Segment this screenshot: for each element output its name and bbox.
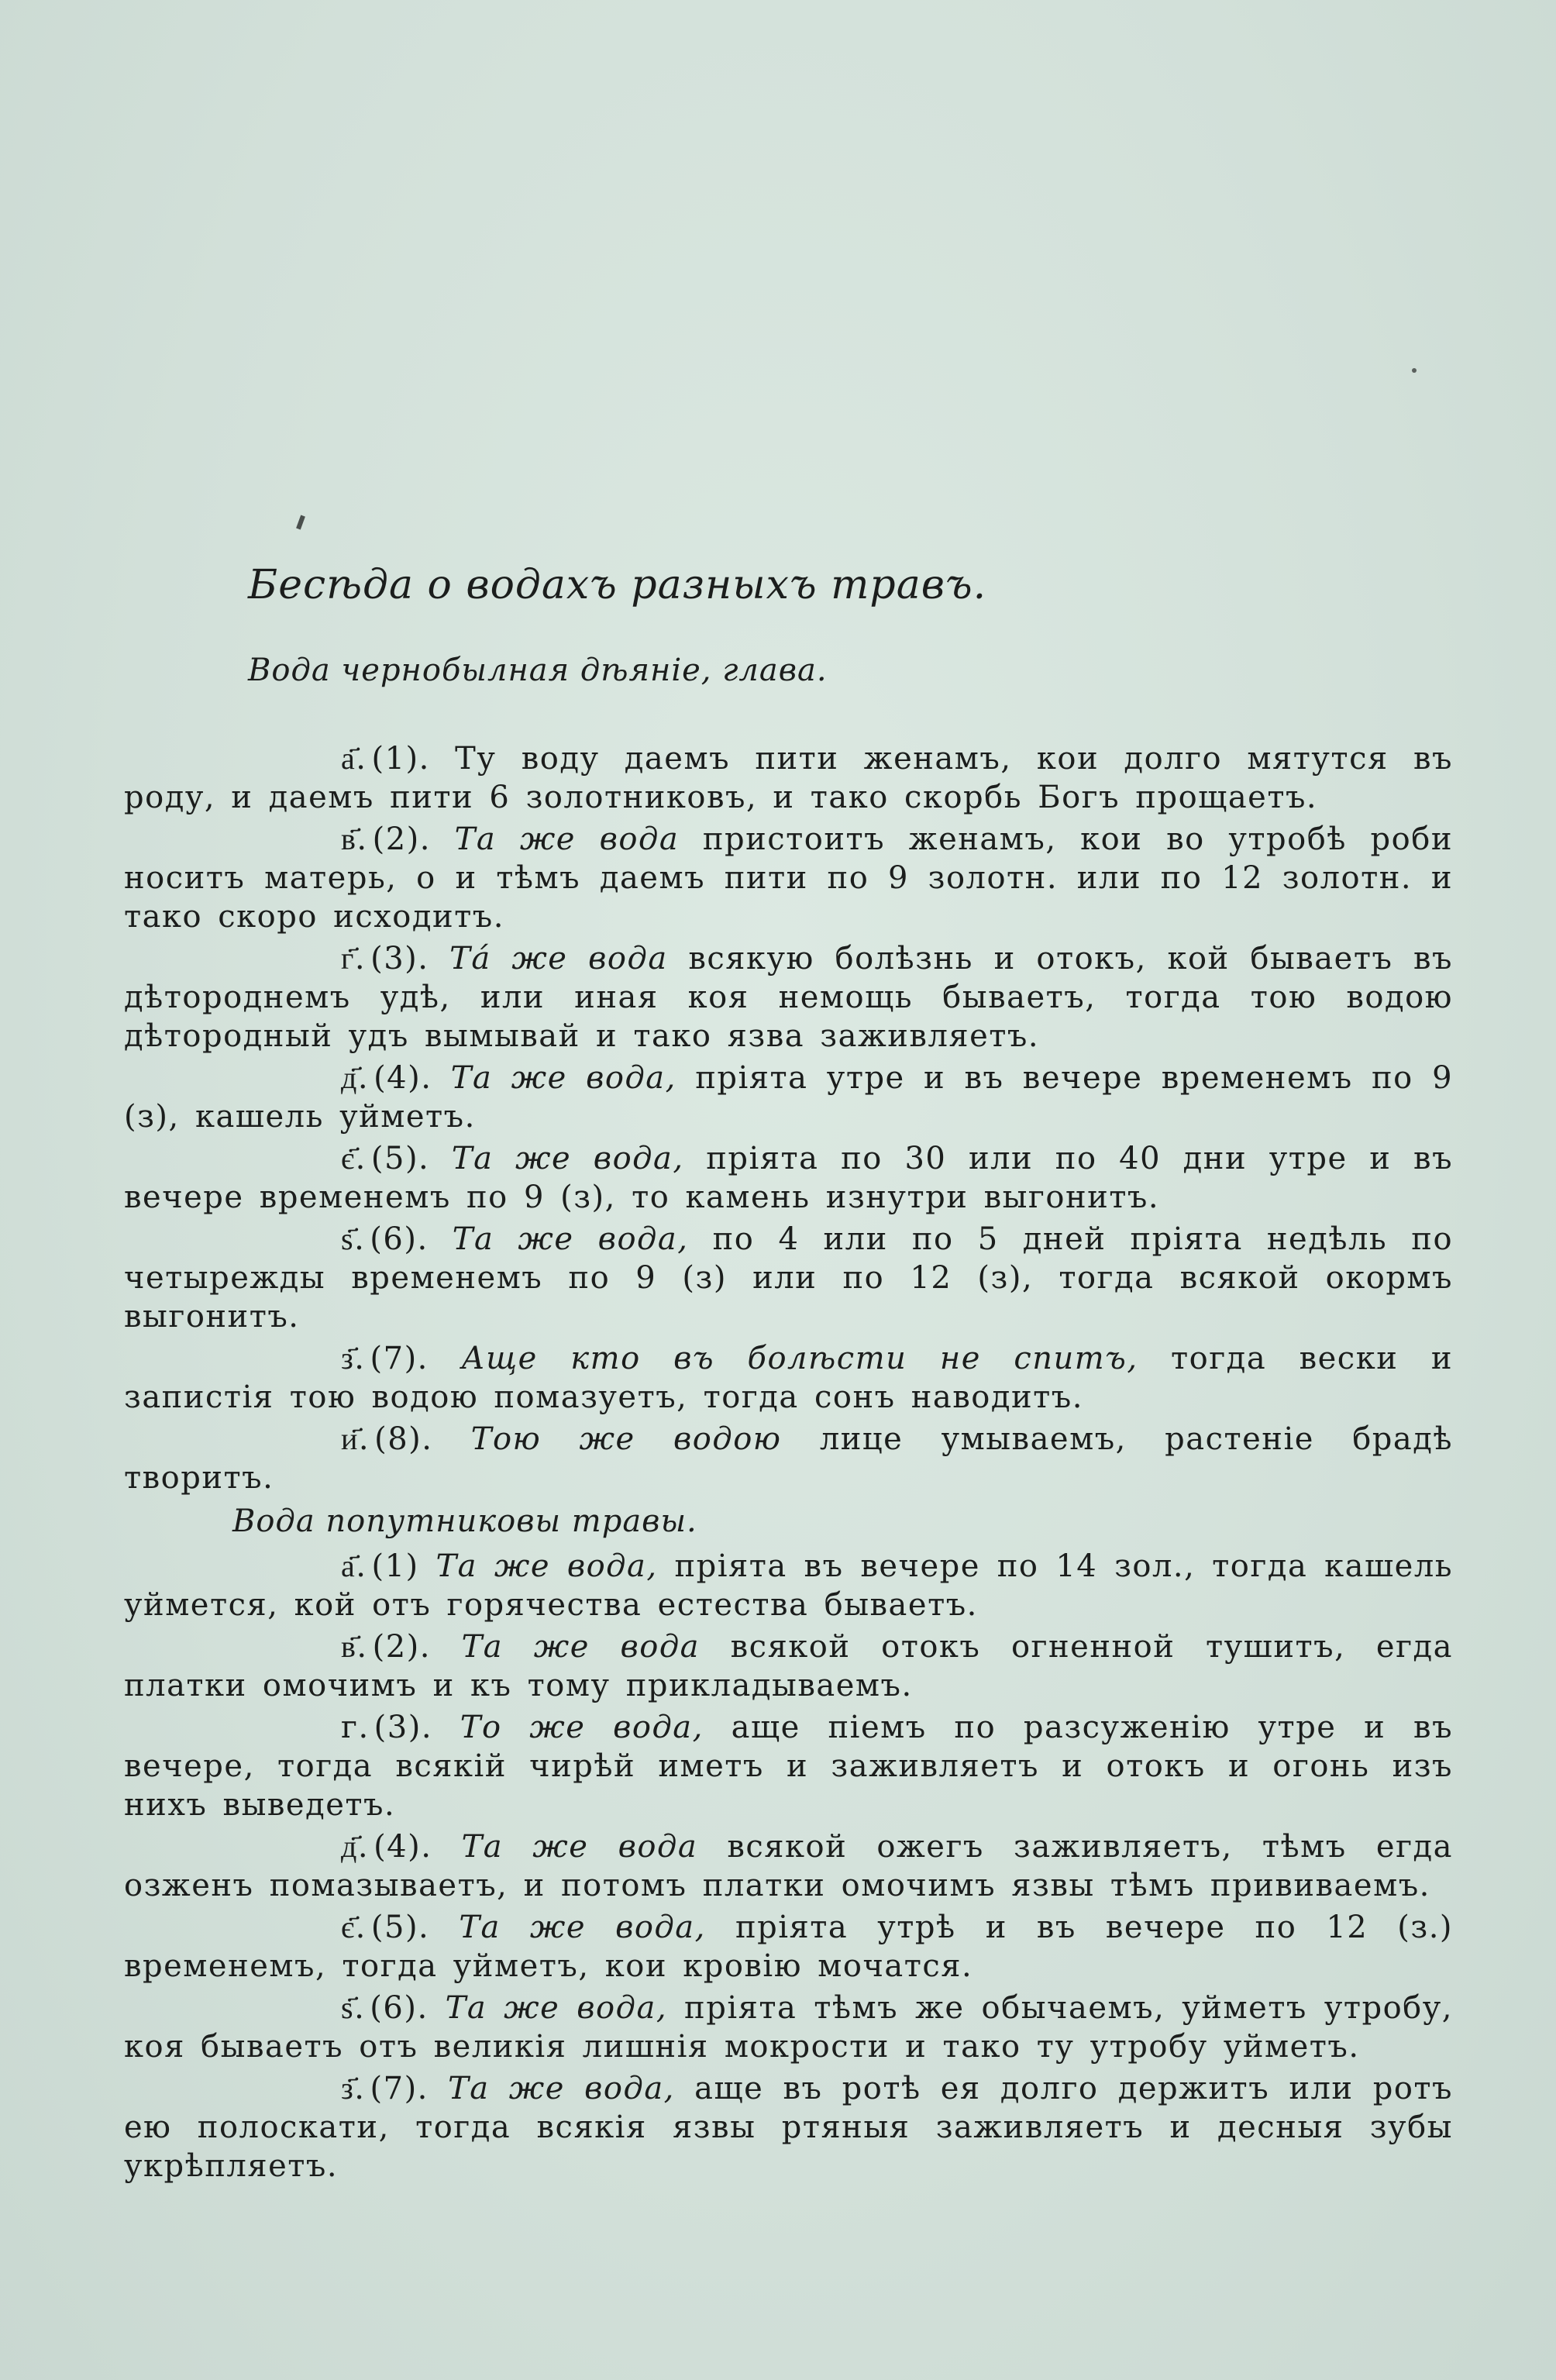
paragraph-italic-lead: Та же вода,	[435, 1548, 658, 1584]
paragraph-ref: (6).	[370, 1221, 429, 1257]
paragraph-italic-lead: То же вода,	[460, 1710, 704, 1745]
paragraph-ref: (5).	[370, 1910, 430, 1945]
paragraph-text: аще въ ротѣ ея долго держитъ или ротъ ею полоскати, тогда всякія язвы ртяныя заживляетъ и десныя зубы укрѣпляетъ.	[124, 2071, 1454, 2184]
paragraph-italic-lead: Та же вода,	[450, 1060, 676, 1096]
paragraph-numeral: в҃.	[341, 1629, 368, 1665]
section-heading: Вода попутниковы травы.	[232, 1503, 697, 1539]
paragraph-ref: (7).	[370, 2071, 429, 2106]
paragraph-text: всякой отокъ огненной тушитъ, егда платки омочимъ и къ тому прикладываемъ.	[124, 1629, 1454, 1703]
paragraph-ref: (3).	[374, 1710, 433, 1745]
paragraph-italic-lead: Та же вода,	[445, 1990, 668, 2026]
paragraph-ref: (5).	[370, 1141, 430, 1176]
paragraph-text: пріята тѣмъ же обычаемъ, уйметъ утробу, коя бываетъ отъ великія лишнія мокрости и тако ту утробу уйметъ.	[124, 1990, 1454, 2065]
paragraph	[124, 1547, 1453, 1624]
paragraph-numeral: ѕ҃.	[341, 1990, 366, 2026]
paragraph-ref: (4).	[374, 1829, 432, 1865]
paragraph-text: пріята въ вечере по 14 зол., тогда кашель уймется, кой отъ горячества естества бываетъ.	[124, 1548, 1454, 1623]
page-title: Бесѣда о водахъ разныхъ травъ.	[248, 562, 987, 608]
paragraph	[124, 1989, 1453, 2066]
paragraph-ref: (3).	[370, 941, 429, 976]
chapter-subtitle: Вода чернобылная дѣяніе, глава.	[248, 653, 828, 688]
paragraph-numeral: а҃.	[341, 741, 367, 777]
paragraph	[124, 1908, 1453, 1986]
paragraph-numeral: и҃.	[341, 1421, 370, 1457]
paragraph-text: всякой ожегъ заживляетъ, тѣмъ егда озженъ помазываетъ, и потомъ платки омочимъ язвы тѣмъ прививаемъ.	[124, 1829, 1453, 1903]
document-page	[124, 558, 1453, 2189]
paragraph	[124, 1220, 1453, 1336]
paragraph	[124, 739, 1453, 817]
paragraph	[124, 1827, 1453, 1905]
paragraph-ref: (6).	[370, 1990, 429, 2026]
paragraph	[124, 939, 1453, 1056]
paragraph-text: тогда вески и запистія тою водою помазуетъ, тогда сонъ наводитъ.	[124, 1341, 1453, 1415]
paragraph	[124, 1339, 1453, 1417]
paragraph-numeral: г.	[341, 1710, 370, 1745]
paragraph-italic-lead: Тою же водою	[470, 1421, 782, 1457]
paper-spot	[1412, 368, 1417, 373]
paragraph	[124, 1059, 1453, 1136]
paragraph	[124, 1420, 1453, 1497]
paragraph-italic-lead: Аще кто въ болѣсти не спитъ,	[461, 1341, 1138, 1376]
paragraph-text: пріята утрѣ и въ вечере по 12 (з.) временемъ, тогда уйметъ, кои кровію мочатся.	[124, 1910, 1454, 1984]
paragraph-numeral: ѕ҃.	[341, 1221, 366, 1257]
paragraph-ref: (1).	[371, 741, 430, 777]
paragraph-italic-lead: Та же вода	[461, 1829, 698, 1865]
document-body	[124, 739, 1453, 2185]
paragraph-ref: (8).	[374, 1421, 433, 1457]
paragraph-numeral: з҃.	[341, 2071, 366, 2106]
paragraph-numeral: є҃.	[341, 1910, 367, 1945]
paragraph-text: всякую болѣзнь и отокъ, кой бываетъ въ дѣтороднемъ удѣ, или иная коя немощь бываетъ, тогда тою водою дѣтородный удъ вымывай и тако язва заживляетъ.	[124, 941, 1454, 1054]
paragraph-ref: (1)	[371, 1548, 419, 1584]
paragraph-text: пріята по 30 или по 40 дни утре и въ вечере временемъ по 9 (з), то камень изнутри выгонитъ.	[124, 1141, 1454, 1215]
paragraph-numeral: в҃.	[341, 821, 368, 857]
paragraph	[124, 1139, 1453, 1217]
paragraph-ref: (4).	[374, 1060, 432, 1096]
paragraph-italic-lead: Та же вода	[454, 821, 680, 857]
paragraph-text: аще піемъ по разсуженію утре и въ вечере, тогда всякій чирѣй иметъ и заживляетъ и отокъ и огонь изъ нихъ выведетъ.	[124, 1710, 1454, 1823]
paragraph	[124, 1708, 1453, 1824]
paragraph-text: пріята утре и въ вечере временемъ по 9 (з), кашель уйметъ.	[124, 1060, 1454, 1135]
paragraph-text: пристоитъ женамъ, кои во утробѣ роби носитъ матерь, о и тѣмъ даемъ пити по 9 золотн. или по 12 золотн. и тако скоро исходитъ.	[124, 821, 1453, 935]
paragraph-numeral: г҃.	[341, 941, 367, 976]
paragraph-text: по 4 или по 5 дней пріята недѣль по четырежды временемъ по 9 (з) или по 12 (з), тогда всякой окормъ выгонитъ.	[124, 1221, 1454, 1335]
paragraph-text: Ту воду даемъ пити женамъ, кои долго мятутся въ роду, и даемъ пити 6 золотниковъ, и тако скорбь Богъ прощаетъ.	[124, 741, 1453, 815]
paragraph	[124, 2069, 1453, 2185]
paragraph	[124, 820, 1453, 936]
paragraph-italic-lead: Та же вода,	[452, 1221, 689, 1257]
paragraph-numeral: з҃.	[341, 1341, 366, 1376]
paragraph-ref: (2).	[372, 1629, 431, 1665]
paragraph-ref: (7).	[370, 1341, 429, 1376]
paragraph-numeral: д҃.	[341, 1829, 370, 1865]
paragraph-numeral: д҃.	[341, 1060, 370, 1096]
paragraph-italic-lead: Та же вода	[461, 1629, 701, 1665]
paragraph	[124, 1627, 1453, 1705]
paragraph-numeral: а҃.	[341, 1548, 367, 1584]
paragraph-text: лице умываемъ, растеніе брадѣ творитъ.	[124, 1421, 1454, 1496]
paragraph-italic-lead: Та же вода,	[448, 2071, 675, 2106]
paragraph-numeral: є҃.	[341, 1141, 367, 1176]
paragraph-italic-lead: Та же вода,	[451, 1141, 684, 1176]
ink-mark	[296, 515, 305, 530]
paragraph-italic-lead: Тá же вода	[449, 941, 668, 976]
paragraph-ref: (2).	[372, 821, 431, 857]
paragraph-italic-lead: Та же вода,	[459, 1910, 706, 1945]
